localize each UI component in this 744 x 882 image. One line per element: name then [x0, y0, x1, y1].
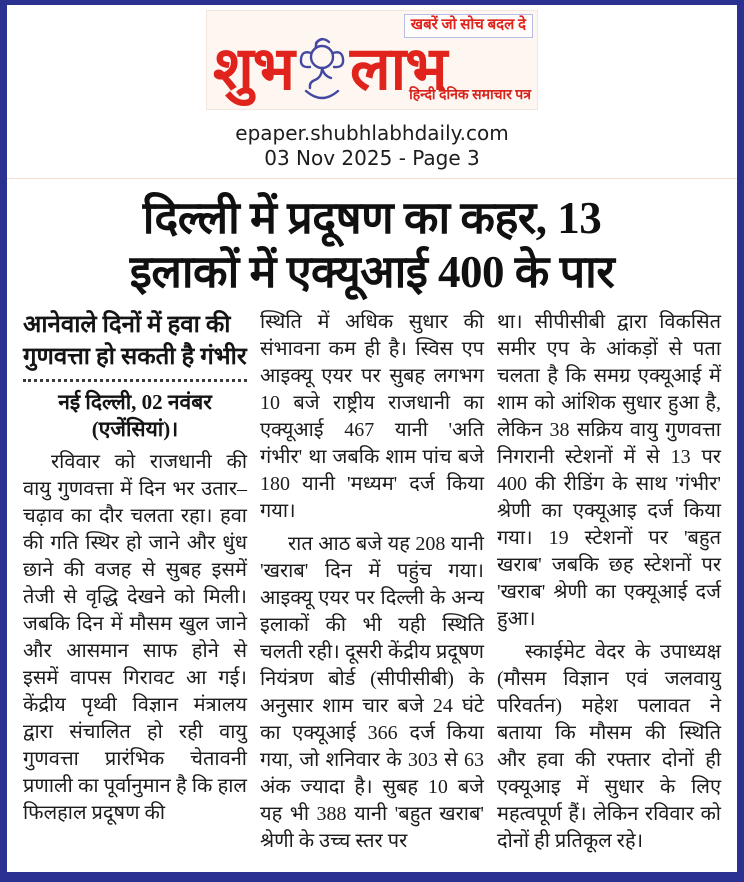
masthead-tagline: खबरें जो सोच बदल दे: [404, 14, 533, 38]
article-subheadline: आनेवाले दिनों में हवा की गुणवत्ता हो सकती है गंभीर: [23, 312, 247, 371]
column-3: [497, 309, 721, 855]
masthead: [7, 5, 737, 170]
headline-line-1: दिल्ली में प्रदूषण का कहर, 13: [142, 193, 602, 243]
article-columns: [7, 301, 737, 855]
title-word-shubh: शुभ: [213, 36, 294, 102]
body-paragraph: स्थिति में अधिक सुधार की संभावना कम ही है। स्विस एप आइक्यू एयर पर सुबह लगभग 10 बजे राष्ट्रीय राजधानी का एक्यूआई 467 यानी 'अति गंभीर' था जबकि शाम पांच बजे 180 यानी 'मध्यम' दर्ज किया गया।: [260, 311, 484, 522]
dotted-rule: [23, 379, 247, 382]
newspaper-logo: [206, 10, 538, 110]
dateline-city: नई दिल्ली, 02 नवंबर: [58, 389, 212, 414]
body-paragraph: रात आठ बजे यह 208 यानी 'खराब' दिन में पहुंच गया। आइक्यू एयर पर दिल्ली के अन्य इलाकों की भी यही स्थिति चलती रही। दूसरी केंद्रीय प्रदूषण नियंत्रण बोर्ड (सीपीसीबी) के अनुसार शाम चार बजे 24 घंटे का एक्यूआई 366 दर्ज किया गया, जो शनिवार के 303 से 63 अंक ज्यादा है। सुबह 10 बजे यह भी 388 यानी 'बहुत खराब' श्रेणी के उच्च स्तर पर: [260, 533, 484, 852]
title-word-labh: लाभ: [349, 36, 447, 102]
ganesh-icon: [296, 33, 348, 105]
epaper-url: epaper.shubhlabhdaily.com: [235, 121, 509, 145]
edition-date-page: 03 Nov 2025 - Page 3: [264, 146, 480, 170]
headline-line-2: इलाकों में एक्यूआई 400 के पार: [129, 247, 615, 297]
dateline-agency: (एजेंसियां)।: [91, 417, 179, 442]
body-paragraph: था। सीपीसीबी द्वारा विकसित समीर एप के आंकड़ों से पता चलता है कि समग्र एक्यूआई में शाम को आंशिक सुधार हुआ है, लेकिन 38 सक्रिय वायु गुणवत्ता निगरानी स्टेशनों में से 13 पर 400 की रीडिंग के साथ 'गंभीर' श्रेणी का एक्यूआइ दर्ज किया गया। 19 स्टेशनों पर 'बहुत खराब' जबकि छह स्टेशनों पर 'खराब' श्रेणी का एक्यूआई दर्ज हुआ।: [497, 311, 721, 630]
masthead-subtitle: हिन्दी दैनिक समाचार पत्र: [409, 88, 531, 103]
column-1: [23, 309, 247, 855]
article-headline: [7, 179, 737, 301]
column-2: [260, 309, 484, 855]
body-paragraph: रविवार को राजधानी की वायु गुणवत्ता में दिन भर उतार–चढ़ाव का दौर चलता रहा। हवा की गति स्थिर हो जाने और धुंध छाने की वजह से सुबह इसमें तेजी से वृद्धि देखने को मिली। जबकि दिन में मौसम खुल जाने और आसमान साफ होने से इसमें वापस गिरावट आ गई। केंद्रीय पृथ्वी विज्ञान मंत्रालय द्वारा संचालित हो रही वायु गुणवत्ता प्रारंभिक चेतावनी प्रणाली का पूर्वानुमान है कि हाल फिलहाल प्रदूषण की: [23, 451, 247, 825]
body-paragraph: स्काईमेट वेदर के उपाध्यक्ष (मौसम विज्ञान एवं जलवायु परिवर्तन) महेश पलावत ने बताया कि मौसम की स्थिति और हवा की रफ्तार दोनों ही एक्यूआइ में सुधार के लिए महत्वपूर्ण हैं। लेकिन रविवार को दोनों ही प्रतिकूल रहे।: [497, 641, 721, 852]
